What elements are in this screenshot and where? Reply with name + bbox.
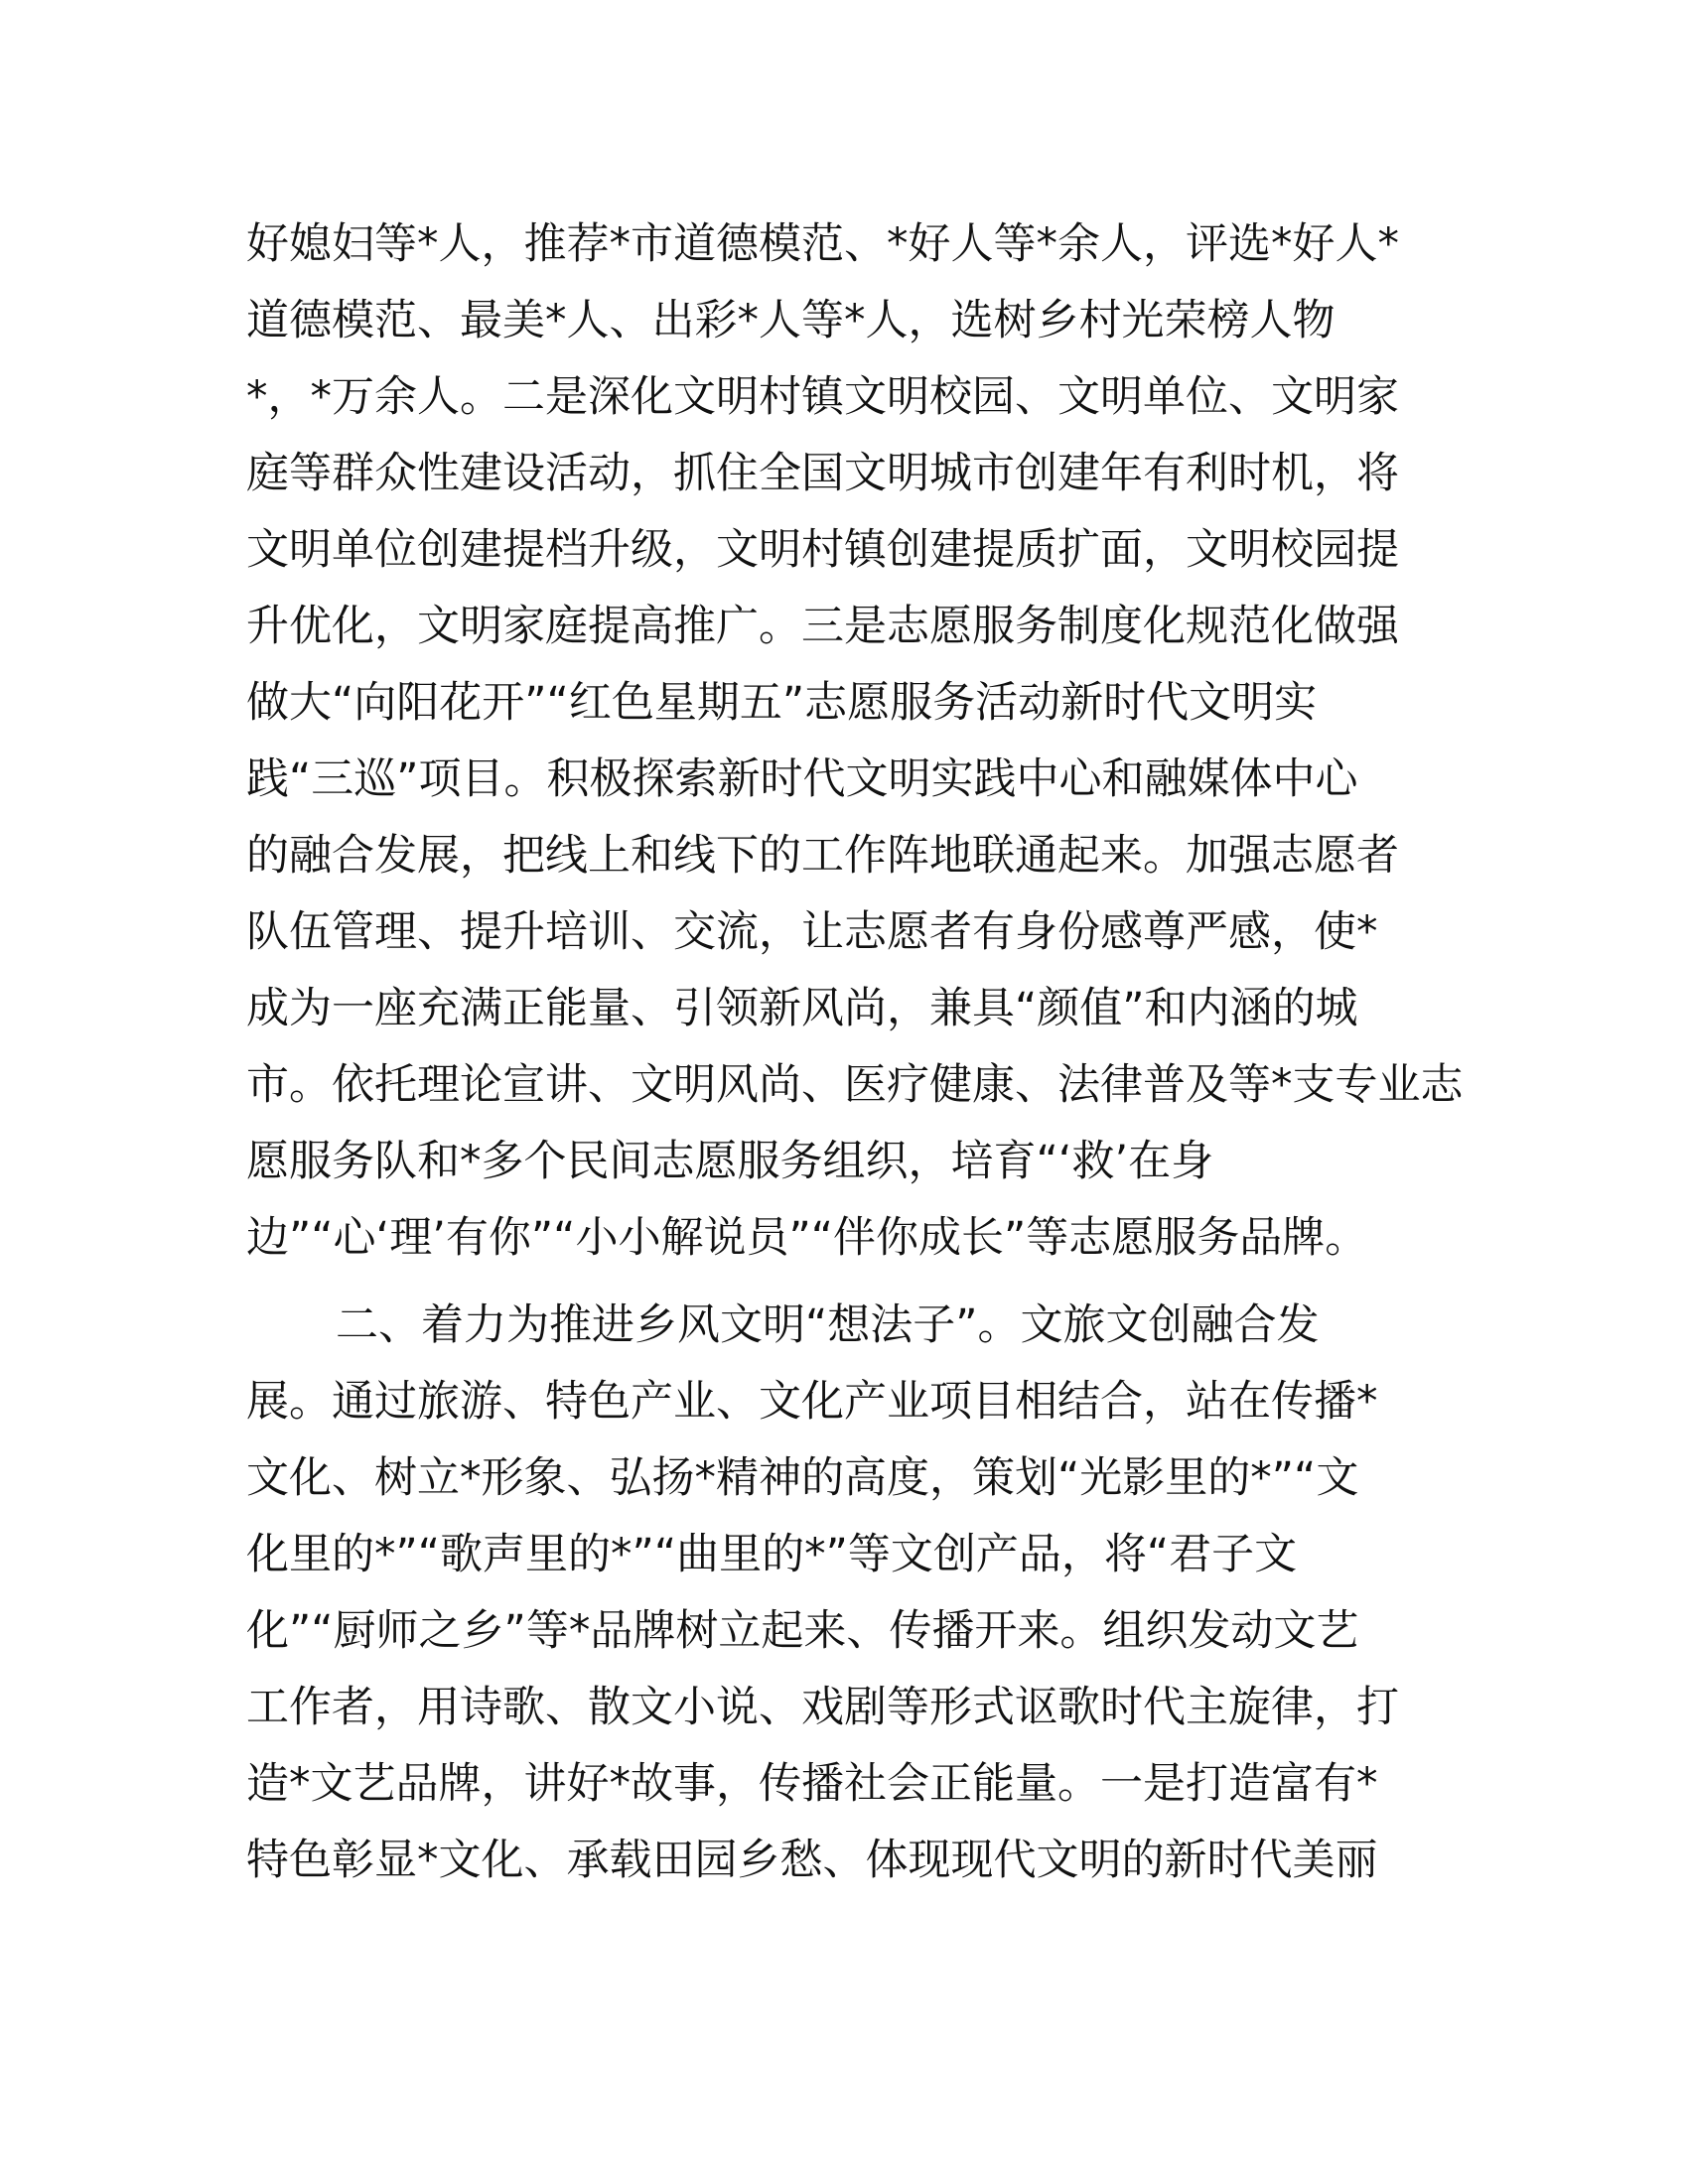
text-line: 升优化，文明家庭提高推广。三是志愿服务制度化规范化做强 — [246, 602, 1399, 651]
text-line: 文明单位创建提档升级，文明村镇创建提质扩面，文明校园提 — [246, 525, 1399, 575]
text-line: 展。通过旅游、特色产业、文化产业项目相结合，站在传播* — [246, 1377, 1378, 1427]
text-line: 文化、树立*形象、弘扬*精神的高度，策划“光影里的*”“文 — [246, 1453, 1359, 1503]
text-line: *，*万余人。二是深化文明村镇文明校园、文明单位、文明家 — [246, 372, 1399, 422]
text-line: 边”“心‘理’有你”“小小解说员”“伴你成长”等志愿服务品牌。 — [246, 1213, 1368, 1263]
text-line: 市。依托理论宣讲、文明风尚、医疗健康、法律普及等*支专业志 — [246, 1060, 1464, 1110]
text-line: 工作者，用诗歌、散文小说、戏剧等形式讴歌时代主旋律，打 — [246, 1683, 1399, 1732]
text-line: 庭等群众性建设活动，抓住全国文明城市创建年有利时机，将 — [246, 449, 1399, 498]
text-line: 特色彰显*文化、承载田园乡愁、体现现代文明的新时代美丽 — [246, 1836, 1378, 1885]
section-heading-line: 二、着力为推进乡风文明“想法子”。文旅文创融合发 — [336, 1300, 1320, 1350]
text-line: 做大“向阳花开”“红色星期五”志愿服务活动新时代文明实 — [246, 678, 1318, 728]
text-line: 队伍管理、提升培训、交流，让志愿者有身份感尊严感，使* — [246, 907, 1378, 957]
paragraph-cultural-tourism — [246, 1288, 1497, 1899]
text-line: 好媳妇等*人，推荐*市道德模范、*好人等*余人，评选*好人* — [246, 219, 1399, 269]
text-line: 造*文艺品牌，讲好*故事，传播社会正能量。一是打造富有* — [246, 1759, 1378, 1809]
text-line: 道德模范、最美*人、出彩*人等*人，选树乡村光荣榜人物 — [246, 296, 1336, 345]
text-line: 化里的*”“歌声里的*”“曲里的*”等文创产品，将“君子文 — [246, 1530, 1298, 1579]
paragraph-volunteer-services — [246, 206, 1497, 1277]
text-line: 化”“厨师之乡”等*品牌树立起来、传播开来。组织发动文艺 — [246, 1606, 1359, 1656]
text-line: 成为一座充满正能量、引领新风尚，兼具“颜值”和内涵的城 — [246, 984, 1358, 1033]
text-line: 愿服务队和*多个民间志愿服务组织，培育“‘救’在身 — [246, 1137, 1214, 1186]
text-line: 的融合发展，把线上和线下的工作阵地联通起来。加强志愿者 — [246, 831, 1399, 881]
text-line: 践“三巡”项目。积极探索新时代文明实践中心和融媒体中心 — [246, 754, 1358, 804]
